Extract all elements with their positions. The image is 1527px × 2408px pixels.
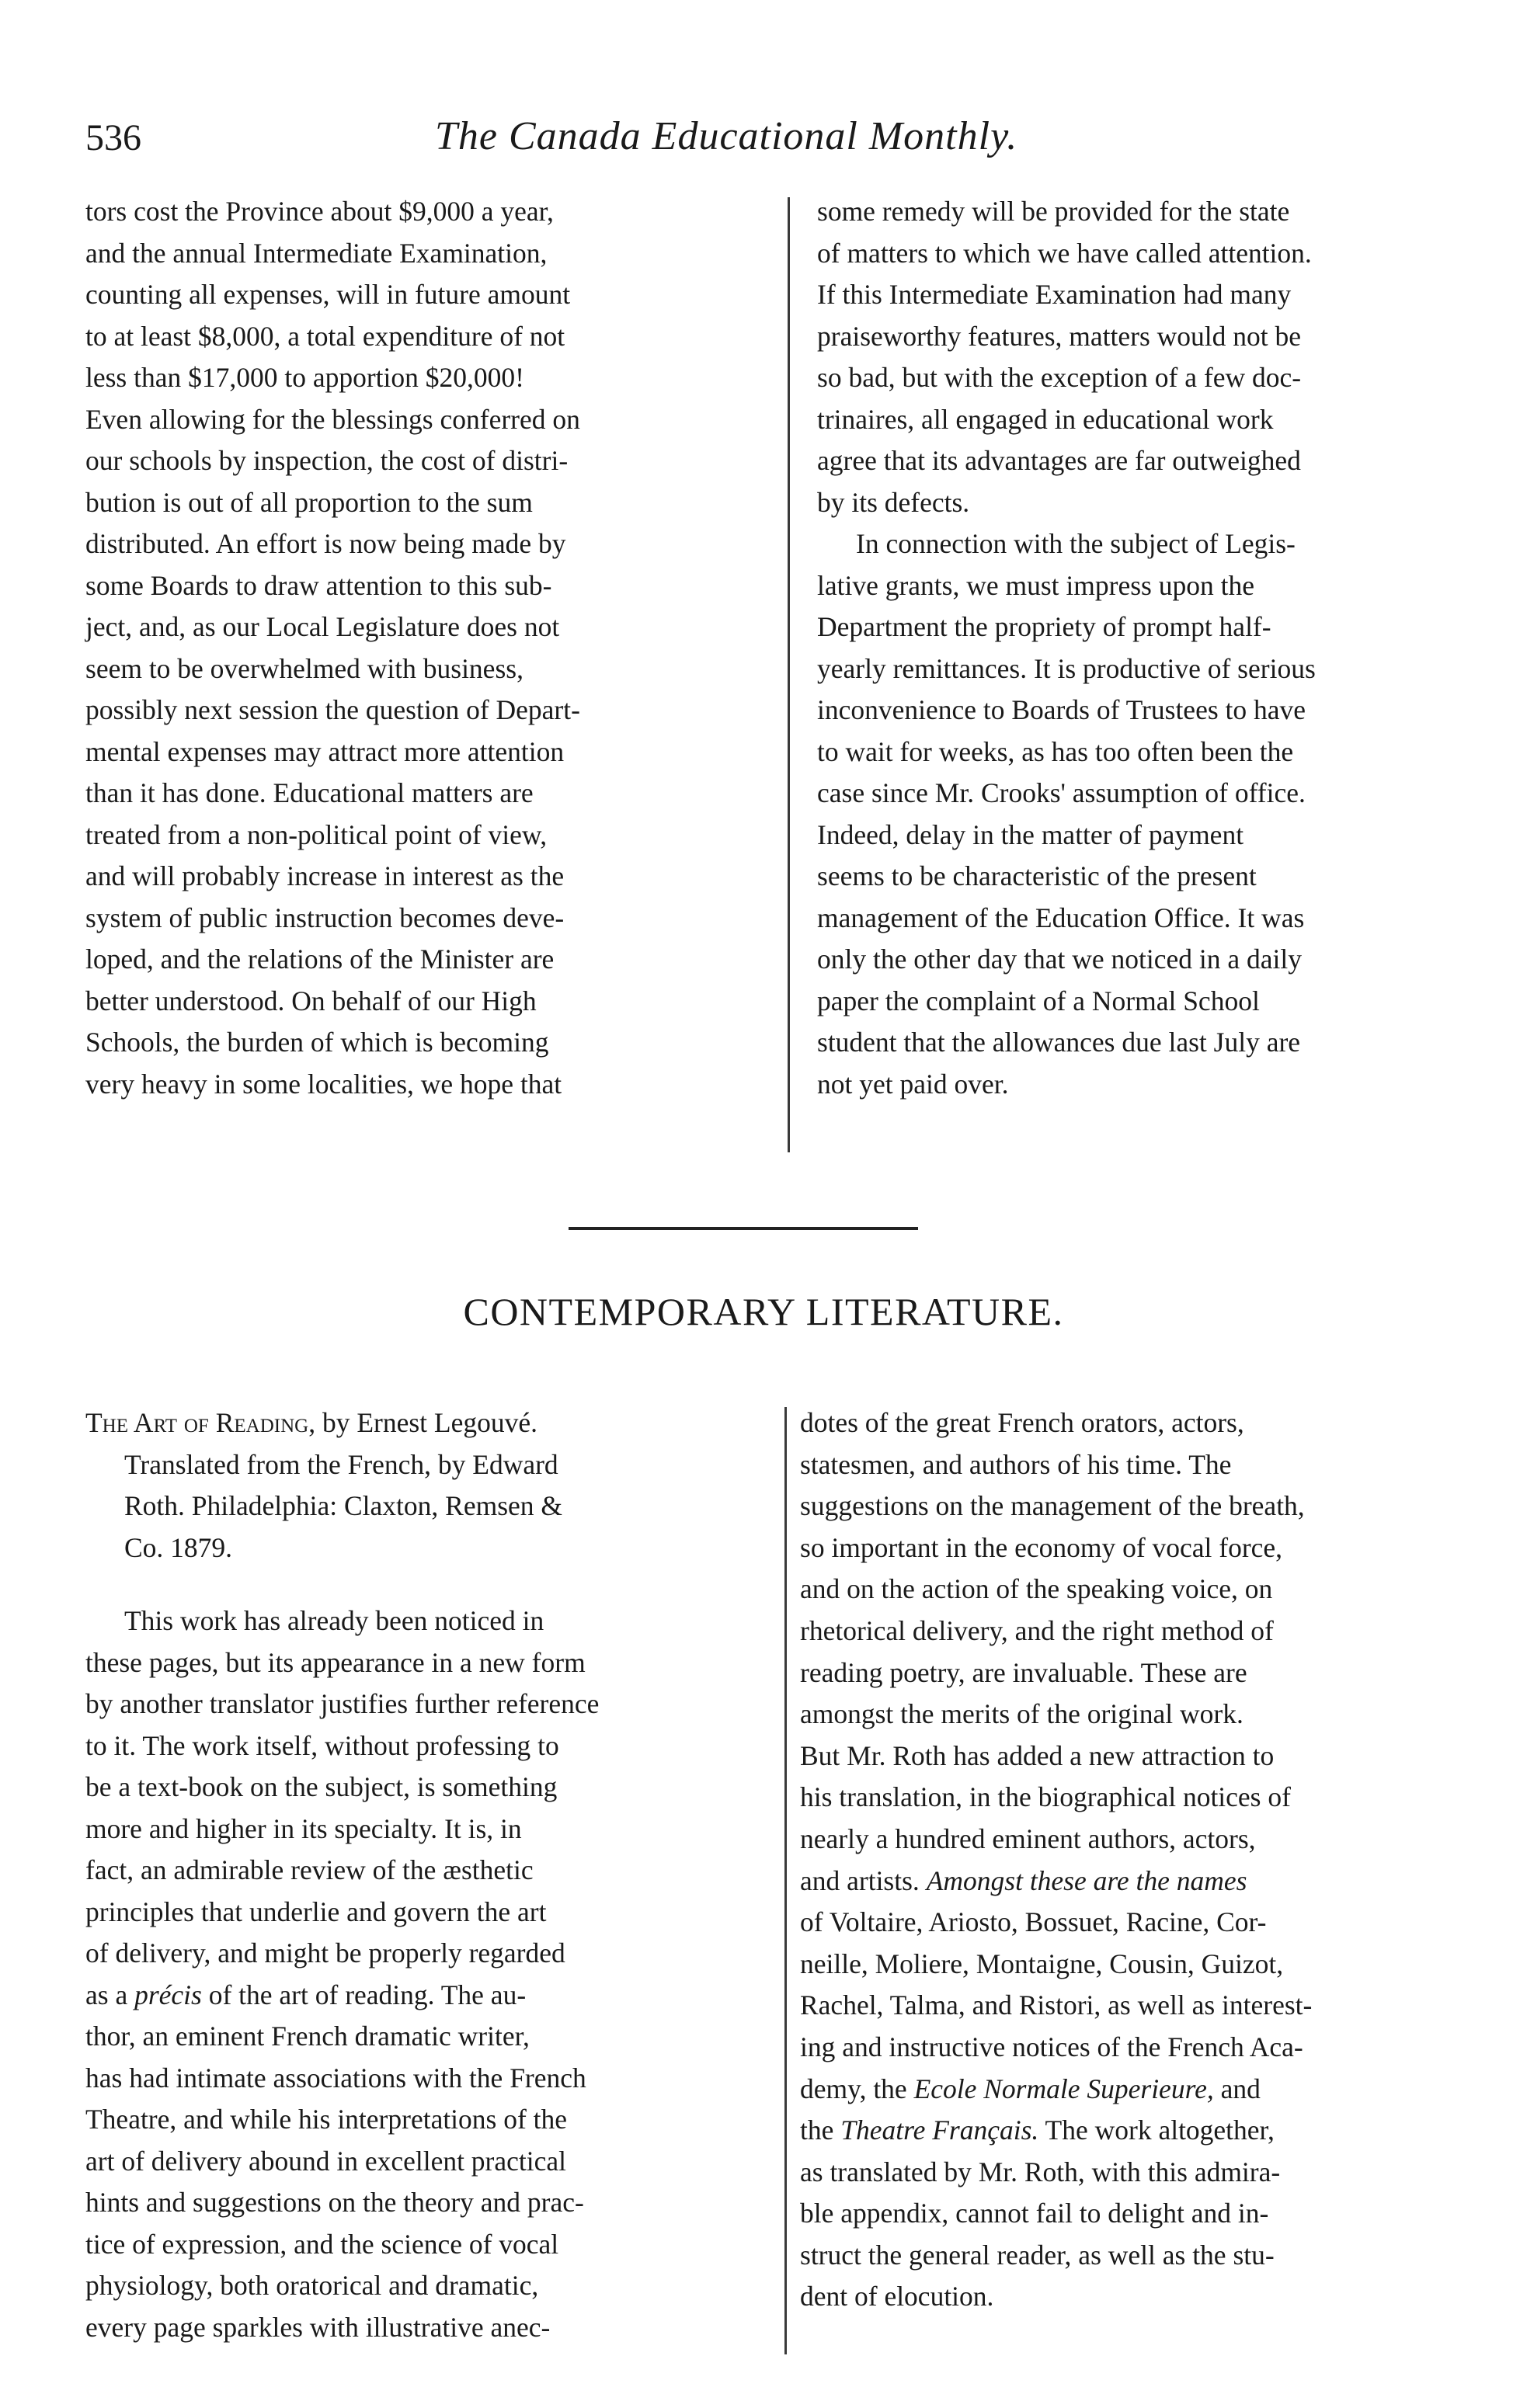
text-line: to it. The work itself, without professing to xyxy=(85,1729,559,1761)
text-line: amongst the merits of the original work. xyxy=(800,1698,1244,1730)
text-line: of Voltaire, Ariosto, Bossuet, Racine, Cor- xyxy=(800,1906,1267,1938)
text-line: some Boards to draw attention to this sub- xyxy=(85,569,552,601)
text-line: rhetorical delivery, and the right method of xyxy=(800,1614,1274,1646)
text-line: Indeed, delay in the matter of payment xyxy=(817,818,1244,850)
text-line: mental expenses may attract more attention xyxy=(85,735,565,767)
text-line: be a text-book on the subject, is something xyxy=(85,1771,558,1802)
text-line: bution is out of all proportion to the sum xyxy=(85,486,533,518)
text-line: This work has already been noticed in xyxy=(124,1605,544,1636)
text-line: But Mr. Roth has added a new attraction to xyxy=(800,1739,1275,1771)
running-head: The Canada Educational Monthly. xyxy=(435,114,1018,158)
text-line: some remedy will be provided for the state xyxy=(817,196,1290,227)
book-entry-line: Co. 1879. xyxy=(124,1531,233,1563)
text-line: dent of elocution. xyxy=(800,2281,994,2312)
text-line: neille, Moliere, Montaigne, Cousin, Guizot, xyxy=(800,1948,1284,1979)
text-line: principles that underlie and govern the art xyxy=(85,1895,547,1927)
text-line: yearly remittances. It is productive of serious xyxy=(817,652,1316,684)
text-line: ing and instructive notices of the French Aca- xyxy=(800,2031,1303,2062)
text-line: Rachel, Talma, and Ristori, as well as interest- xyxy=(800,1989,1313,2021)
book-entry xyxy=(85,1402,599,1569)
text-line: better understood. On behalf of our High xyxy=(85,985,537,1016)
text-line: tice of expression, and the science of vocal xyxy=(85,2228,559,2260)
text-line xyxy=(800,2110,1312,2152)
text-line: struct the general reader, as well as the stu- xyxy=(800,2239,1275,2271)
text-line: to wait for weeks, as has too often been the xyxy=(817,735,1294,767)
column-divider xyxy=(784,1407,787,2354)
text-line: thor, an eminent French dramatic writer, xyxy=(85,2021,530,2052)
text-line: Department the propriety of prompt half- xyxy=(817,611,1271,642)
text-line: as translated by Mr. Roth, with this admira- xyxy=(800,2156,1281,2187)
text-line: tors cost the Province about $9,000 a year, xyxy=(85,196,554,227)
text-fragment: of the art of reading. The au- xyxy=(208,1979,527,2010)
text-fragment: as a xyxy=(85,1979,128,2010)
text-line xyxy=(85,1975,599,2017)
text-line: not yet paid over. xyxy=(817,1068,1009,1100)
text-line: and the annual Intermediate Examination, xyxy=(85,237,548,269)
text-line: and on the action of the speaking voice, on xyxy=(800,1573,1273,1605)
text-line: of matters to which we have called attention. xyxy=(817,237,1312,269)
text-line: Schools, the burden of which is becoming xyxy=(85,1027,549,1058)
text-line: loped, and the relations of the Minister are xyxy=(85,943,555,975)
text-line: these pages, but its appearance in a new form xyxy=(85,1646,586,1678)
text-line: inconvenience to Boards of Trustees to have xyxy=(817,694,1306,725)
text-fragment: and artists. xyxy=(800,1864,920,1896)
text-line: very heavy in some localities, we hope that xyxy=(85,1068,562,1100)
text-line: praiseworthy features, matters would not be xyxy=(817,320,1302,352)
text-line: by its defects. xyxy=(817,486,970,518)
italic-phrase: Amongst these are the names xyxy=(926,1864,1247,1896)
text-fragment: demy, the xyxy=(800,2073,907,2104)
text-line: treated from a non-political point of view, xyxy=(85,818,548,850)
text-line: more and higher in its specialty. It is, in xyxy=(85,1812,522,1844)
text-line: suggestions on the management of the breath, xyxy=(800,1490,1305,1522)
text-fragment: The work altogether, xyxy=(1045,2114,1275,2146)
text-line: nearly a hundred eminent authors, actors, xyxy=(800,1823,1256,1854)
italic-term: Theatre Français. xyxy=(840,2114,1039,2146)
text-line: art of delivery abound in excellent practical xyxy=(85,2145,566,2177)
book-title: The Art of Reading, xyxy=(85,1407,316,1438)
text-line: his translation, in the biographical notices of xyxy=(800,1781,1291,1813)
text-line: physiology, both oratorical and dramatic, xyxy=(85,2270,539,2301)
text-line: to at least $8,000, a total expenditure of not xyxy=(85,320,565,352)
text-line: ject, and, as our Local Legislature does not xyxy=(85,611,560,642)
book-entry-line: Translated from the French, by Edward xyxy=(124,1448,558,1480)
text-line: hints and suggestions on the theory and prac- xyxy=(85,2187,584,2218)
text-line: than it has done. Educational matters are xyxy=(85,777,534,808)
text-line: our schools by inspection, the cost of distri- xyxy=(85,445,569,476)
page-number: 536 xyxy=(85,117,141,158)
text-line xyxy=(800,2069,1312,2111)
bottom-right-column xyxy=(800,1402,1312,2318)
text-line: seems to be characteristic of the present xyxy=(817,860,1257,891)
italic-term: Ecole Normale Superieure, xyxy=(913,2073,1214,2104)
text-line: seem to be overwhelmed with business, xyxy=(85,652,523,684)
text-line: lative grants, we must impress upon the xyxy=(817,569,1254,601)
text-line: dotes of the great French orators, actors, xyxy=(800,1407,1244,1438)
text-line: has had intimate associations with the French xyxy=(85,2062,586,2094)
book-entry-line xyxy=(85,1402,599,1444)
text-line: statesmen, and authors of his time. The xyxy=(800,1448,1232,1480)
text-line: so bad, but with the exception of a few doc- xyxy=(817,362,1302,393)
section-title: CONTEMPORARY LITERATURE. xyxy=(463,1290,1064,1333)
text-line: student that the allowances due last July are xyxy=(817,1027,1301,1058)
top-right-column xyxy=(817,191,1316,1105)
text-line: paper the complaint of a Normal School xyxy=(817,985,1260,1016)
text-line: ble appendix, cannot fail to delight and in- xyxy=(800,2198,1269,2229)
text-fragment: and xyxy=(1220,2073,1261,2104)
top-left-column xyxy=(85,191,580,1105)
text-line: every page sparkles with illustrative anec- xyxy=(85,2311,551,2343)
text-line: less than $17,000 to apportion $20,000! xyxy=(85,362,524,393)
text-line: trinaires, all engaged in educational work xyxy=(817,403,1274,435)
text-fragment: the xyxy=(800,2114,834,2146)
text-line: Theatre, and while his interpretations of the xyxy=(85,2104,568,2135)
column-divider xyxy=(788,197,790,1152)
text-line: case since Mr. Crooks' assumption of office. xyxy=(817,777,1306,808)
text-line: In connection with the subject of Legis- xyxy=(856,528,1296,559)
text-line: distributed. An effort is now being made by xyxy=(85,528,566,559)
text-line: of delivery, and might be properly regarded xyxy=(85,1937,565,1968)
text-line: If this Intermediate Examination had many xyxy=(817,279,1292,310)
text-line: system of public instruction becomes deve- xyxy=(85,902,565,933)
text-line: so important in the economy of vocal force, xyxy=(800,1531,1283,1563)
book-author: by Ernest Legouvé. xyxy=(315,1407,537,1438)
text-line: fact, an admirable review of the æsthetic xyxy=(85,1854,534,1885)
text-line: reading poetry, are invaluable. These are xyxy=(800,1656,1247,1688)
spacer xyxy=(85,1569,599,1600)
bottom-left-column xyxy=(85,1402,599,2348)
text-line: Even allowing for the blessings conferred on xyxy=(85,403,580,435)
text-line xyxy=(800,1861,1312,1902)
text-line: only the other day that we noticed in a daily xyxy=(817,943,1303,975)
text-line: management of the Education Office. It was xyxy=(817,902,1305,933)
text-line: possibly next session the question of Depart- xyxy=(85,694,580,725)
text-line: by another translator justifies further reference xyxy=(85,1688,600,1719)
text-line: and will probably increase in interest as the xyxy=(85,860,565,891)
book-entry-line: Roth. Philadelphia: Claxton, Remsen & xyxy=(124,1490,563,1521)
text-line: agree that its advantages are far outweighed xyxy=(817,445,1301,476)
section-rule xyxy=(569,1227,918,1230)
text-line: counting all expenses, will in future amount xyxy=(85,279,571,310)
italic-term: précis xyxy=(134,1979,202,2010)
